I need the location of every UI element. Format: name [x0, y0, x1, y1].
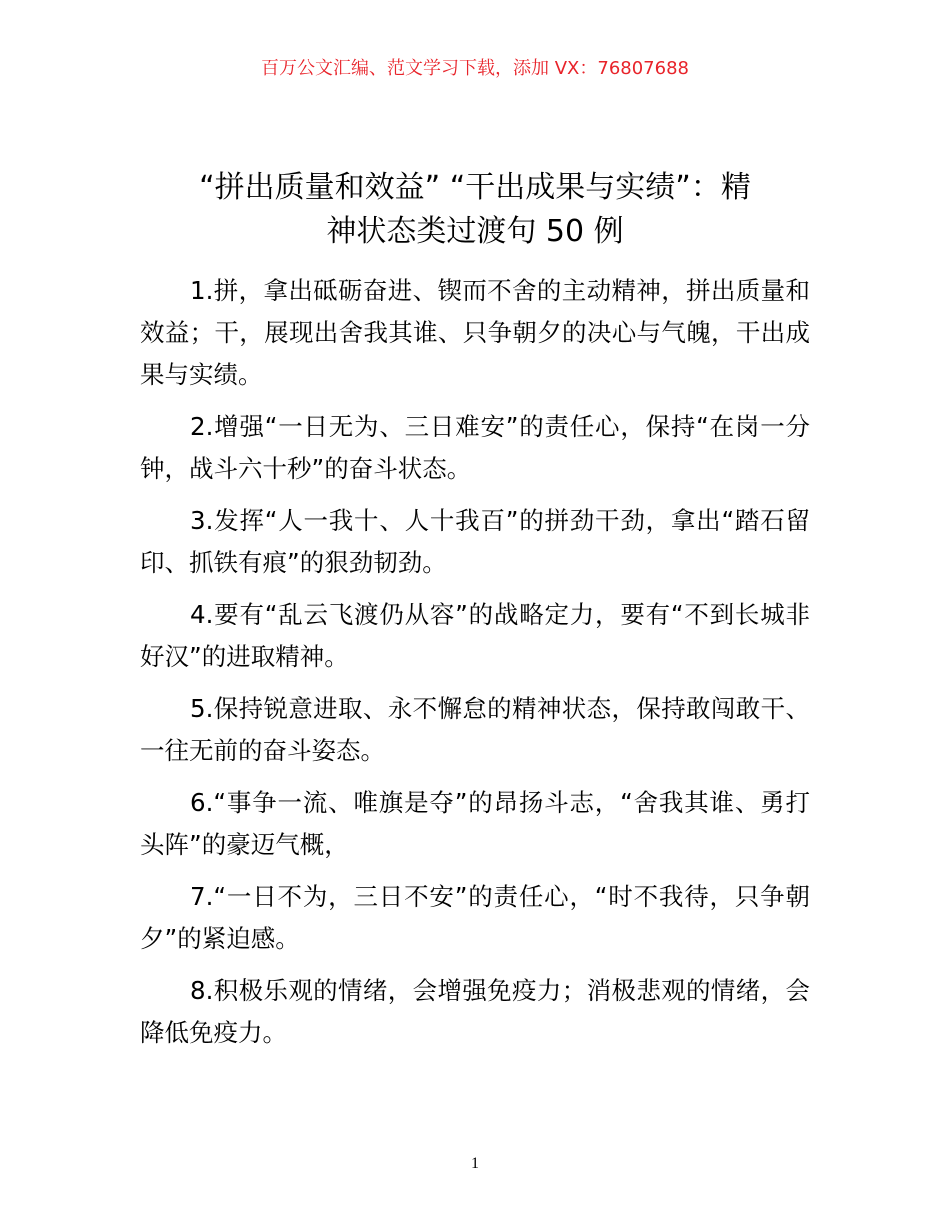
title-line: “拼出质量和效益” “干出成果与实绩”：精	[199, 170, 751, 205]
paragraph	[140, 970, 810, 1054]
paragraph-line: 7.“一日不为，三日不安”的责任心，“时不我待，只争朝	[190, 882, 810, 911]
paragraph	[140, 406, 810, 490]
paragraph	[140, 500, 810, 584]
paragraph-line: 5.保持锐意进取、永不懈怠的精神状态，保持敢闯敢干、	[190, 694, 810, 723]
paragraph-line: 4.要有“乱云飞渡仍从容”的战略定力，要有“不到长城非	[190, 600, 810, 629]
paragraph	[140, 688, 810, 772]
paragraph-line: 3.发挥“人一我十、人十我百”的拼劲干劲，拿出“踏石留	[190, 506, 810, 535]
paragraph-line: 印、抓铁有痕”的狠劲韧劲。	[140, 548, 447, 577]
watermark-header: 百万公文汇编、范文学习下载，添加 VX：76807688	[261, 58, 689, 79]
document-body	[140, 270, 810, 1064]
paragraph	[140, 782, 810, 866]
page-number: 1	[471, 1155, 479, 1172]
paragraph-line: 夕”的紧迫感。	[140, 924, 300, 953]
paragraph	[140, 876, 810, 960]
title-line: 神状态类过渡句 50 例	[326, 214, 624, 249]
paragraph-line: 2.增强“一日无为、三日难安”的责任心，保持“在岗一分	[190, 412, 810, 441]
paragraph-line: 1.拼，拿出砥砺奋进、锲而不舍的主动精神，拼出质量和	[190, 276, 810, 305]
paragraph-line: 6.“事争一流、唯旗是夺”的昂扬斗志，“舍我其谁、勇打	[190, 788, 810, 817]
document-title	[140, 166, 810, 254]
paragraph-line: 8.积极乐观的情绪，会增强免疫力；消极悲观的情绪，会	[190, 976, 810, 1005]
paragraph	[140, 594, 810, 678]
paragraph-line: 钟，战斗六十秒”的奋斗状态。	[140, 454, 472, 483]
paragraph-line: 好汉”的进取精神。	[140, 642, 349, 671]
paragraph-line: 效益；干，展现出舍我其谁、只争朝夕的决心与气魄，干出成	[140, 318, 810, 347]
paragraph	[140, 270, 810, 396]
paragraph-line: 一往无前的奋斗姿态。	[140, 736, 385, 765]
paragraph-line: 头阵”的豪迈气概，	[140, 830, 349, 859]
paragraph-line: 果与实绩。	[140, 360, 263, 389]
paragraph-line: 降低免疫力。	[140, 1018, 287, 1047]
